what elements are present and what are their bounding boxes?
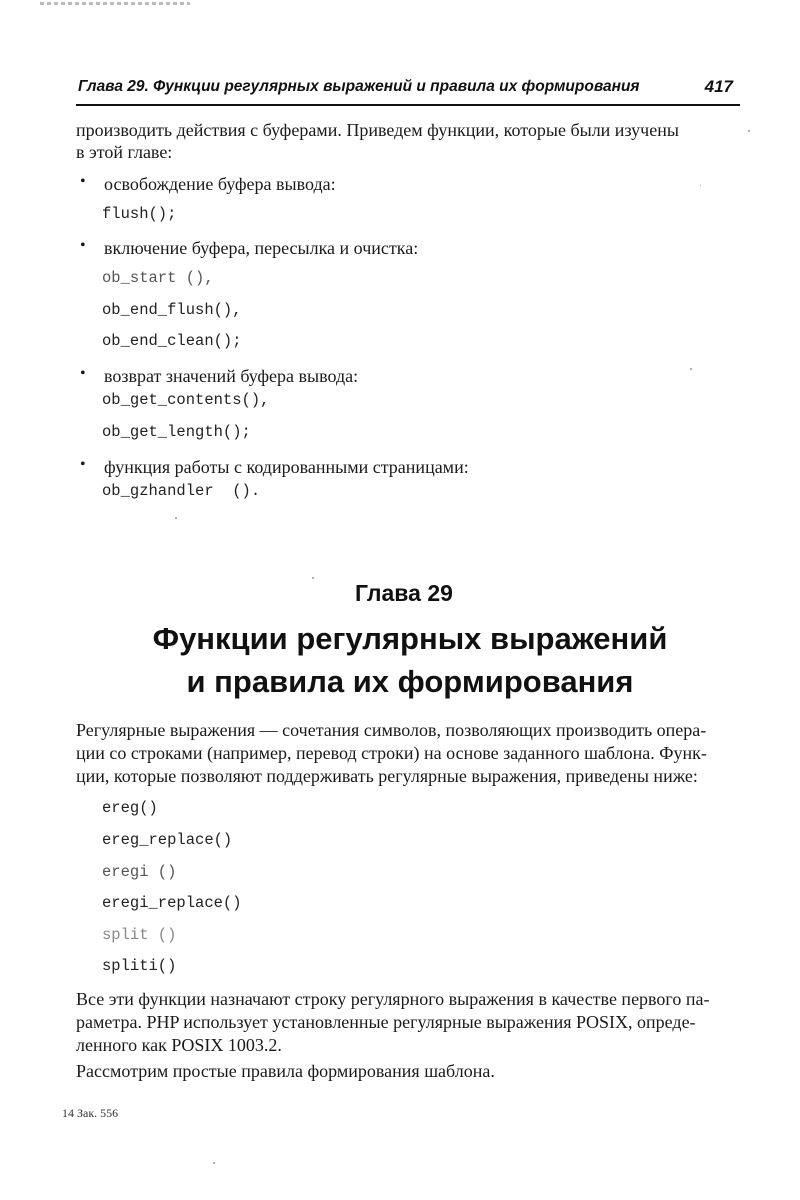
- code-line: ob_end_flush(),: [102, 301, 242, 319]
- code-line: ob_start (),: [102, 269, 214, 287]
- printer-signature: 14 Зак. 556: [62, 1106, 119, 1120]
- running-header: [78, 76, 733, 100]
- chapter-title-line-1: Функции регулярных выражений: [152, 621, 668, 656]
- function-name: ereg_replace(): [102, 831, 233, 849]
- chapter-title-line-2: и правила их формирования: [186, 664, 634, 699]
- running-title: Глава 29. Функции регулярных выражений и правила их формирования: [78, 78, 640, 95]
- bullet-marker: •: [80, 237, 86, 254]
- paragraph-line: ции со строками (например, перевод строки) на основе заданного шаблона. Функ-: [76, 743, 707, 763]
- scan-speck: [213, 1162, 215, 1164]
- function-name: eregi (): [102, 863, 177, 881]
- code-line: ob_get_length();: [102, 423, 251, 441]
- paragraph-line: Рассмотрим простые правила формирования шаблона.: [76, 1061, 495, 1081]
- code-line: ob_gzhandler ().: [102, 482, 261, 500]
- bullet-text: освобождение буфера вывода:: [104, 174, 336, 194]
- bullet-marker: •: [80, 365, 86, 382]
- scan-speck: [700, 185, 701, 186]
- scan-speck: [690, 368, 692, 370]
- scan-speck: [748, 130, 750, 132]
- function-name: eregi_replace(): [102, 894, 242, 912]
- paragraph-line: ленного как POSIX 1003.2.: [76, 1035, 282, 1055]
- chapter-number: Глава 29: [355, 580, 453, 606]
- function-name: split (): [102, 926, 177, 944]
- function-name: ereg(): [102, 799, 158, 817]
- scan-artifact: [40, 2, 190, 5]
- page-number: 417: [704, 77, 733, 96]
- paragraph-line: Все эти функции назначают строку регулярного выражения в качестве первого па-: [76, 989, 710, 1009]
- code-line: flush();: [102, 205, 177, 223]
- code-line: ob_get_contents(),: [102, 391, 270, 409]
- paragraph-line: ции, которые позволяют поддерживать регулярные выражения, приведены ниже:: [76, 766, 698, 786]
- paragraph-line: раметра. PHP использует установленные регулярные выражения POSIX, опреде-: [76, 1012, 696, 1032]
- bullet-text: возврат значений буфера вывода:: [104, 366, 359, 386]
- bullet-text: включение буфера, пересылка и очистка:: [104, 238, 419, 258]
- chapter-title: [60, 617, 760, 703]
- function-name: spliti(): [102, 957, 177, 975]
- bullet-text: функция работы с кодированными страницами:: [104, 457, 469, 477]
- scan-speck: [175, 517, 177, 519]
- scan-speck: [312, 577, 314, 579]
- header-rule: [76, 104, 740, 106]
- paragraph-line: Регулярные выражения — сочетания символов, позволяющих производить опера-: [76, 720, 707, 740]
- bullet-marker: •: [80, 456, 86, 473]
- bullet-marker: •: [80, 173, 86, 190]
- code-line: ob_end_clean();: [102, 332, 242, 350]
- intro-line-1: производить действия с буферами. Приведем функции, которые были изучены: [76, 120, 679, 140]
- intro-line-2: в этой главе:: [76, 142, 173, 162]
